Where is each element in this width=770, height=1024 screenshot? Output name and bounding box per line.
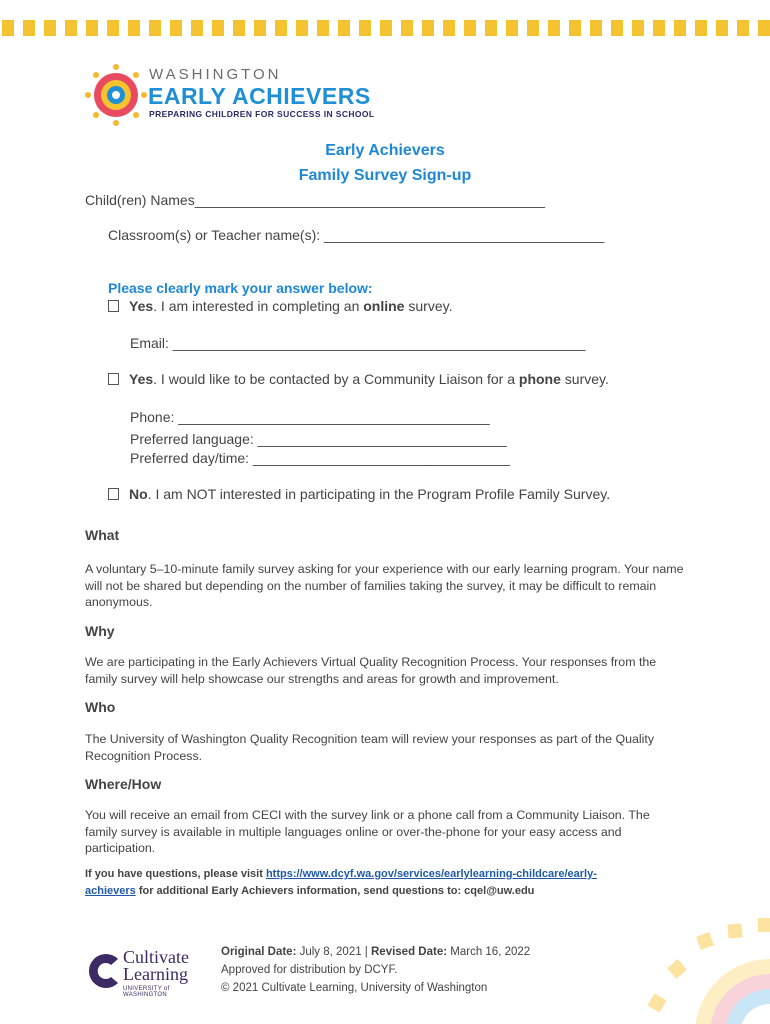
rev-label: Revised Date:	[371, 946, 448, 958]
logo-washington: WASHINGTON	[149, 66, 282, 83]
border-dash	[527, 20, 539, 36]
border-dash	[233, 20, 245, 36]
cultivate-learning-logo	[85, 947, 210, 997]
border-dash	[653, 20, 665, 36]
border-dash	[338, 20, 350, 36]
border-dash	[674, 20, 686, 36]
daytime-blank[interactable]: _________________________________	[252, 450, 510, 466]
border-dash	[86, 20, 98, 36]
online-pre: . I am interested in completing an	[153, 298, 364, 314]
border-dash	[506, 20, 518, 36]
instructions: Please clearly mark your answer below:	[108, 280, 373, 296]
language-blank[interactable]: ________________________________	[257, 431, 507, 447]
border-dash	[44, 20, 56, 36]
dcyf-link-continued[interactable]: achievers	[85, 885, 136, 897]
classroom-blank[interactable]: ____________________________________	[324, 227, 605, 243]
daytime-label: Preferred day/time:	[130, 450, 250, 466]
where-heading: Where/How	[85, 776, 162, 792]
border-dash	[716, 20, 728, 36]
email-blank[interactable]: _____________________________________________________	[172, 335, 586, 351]
classroom-label: Classroom(s) or Teacher name(s):	[108, 227, 321, 243]
page-subtitle: Family Survey Sign-up	[298, 167, 472, 184]
classroom-field	[108, 227, 604, 243]
online-key: online	[363, 298, 405, 314]
daytime-field	[130, 450, 510, 466]
language-label: Preferred language:	[130, 431, 254, 447]
contact-post: for additional Early Achievers information, send questions to: cqel@uw.edu	[135, 885, 535, 897]
early-achievers-logo	[85, 62, 385, 128]
border-dash	[359, 20, 371, 36]
where-paragraph: You will receive an email from CECI with the survey link or a phone call from a Community Liaison. The family survey is available in multiple languages online or over-the-phone for your easy access and participation.	[85, 808, 650, 855]
border-dash	[422, 20, 434, 36]
border-dash	[191, 20, 203, 36]
border-dash	[632, 20, 644, 36]
email-field	[130, 335, 585, 351]
why-heading: Why	[85, 623, 115, 639]
border-dash	[275, 20, 287, 36]
border-dash	[695, 20, 707, 36]
sun-icon	[85, 64, 147, 126]
option-phone	[108, 371, 609, 387]
rev-val: March 16, 2022	[447, 946, 531, 958]
what-heading: What	[85, 527, 120, 543]
border-dash	[737, 20, 749, 36]
phone-post: survey.	[560, 371, 609, 387]
border-dash	[443, 20, 455, 36]
border-dash	[2, 20, 14, 36]
border-dash	[65, 20, 77, 36]
dcyf-link[interactable]: https://www.dcyf.wa.gov/services/earlylearning-childcare/early-	[265, 868, 597, 880]
children-names-field	[85, 192, 545, 208]
cultivate-c-icon	[85, 951, 125, 991]
border-dash	[254, 20, 266, 36]
email-label: Email:	[130, 335, 169, 351]
phone-label: Phone:	[130, 409, 175, 425]
border-dash	[128, 20, 140, 36]
online-yes: Yes	[129, 298, 154, 314]
phone-blank[interactable]: ________________________________________	[178, 409, 490, 425]
border-dash	[107, 20, 119, 36]
border-dash	[590, 20, 602, 36]
children-names-label: Child(ren) Names	[85, 192, 195, 208]
option-online	[108, 298, 452, 314]
option-no	[108, 486, 610, 502]
why-paragraph: We are participating in the Early Achievers Virtual Quality Recognition Process. Your responses from the family survey will help showcase our strengths and areas for growth and improvement.	[85, 655, 657, 686]
border-dash	[569, 20, 581, 36]
contact-info	[85, 866, 685, 900]
who-paragraph: The University of Washington Quality Recognition team will review your responses as part of the Quality Recognition Process.	[85, 732, 655, 763]
border-dash	[317, 20, 329, 36]
border-dash	[401, 20, 413, 36]
phone-key: phone	[518, 371, 561, 387]
footer-copyright: © 2021 Cultivate Learning, University of Washington	[221, 982, 488, 994]
children-names-blank[interactable]: _____________________________________________	[194, 192, 546, 208]
phone-checkbox[interactable]	[108, 373, 119, 385]
no-text: . I am NOT interested in participating in the Program Profile Family Survey.	[147, 486, 611, 502]
cl-line3: UNIVERSITY of WASHINGTON	[123, 986, 170, 998]
orig-val: July 8, 2021 |	[296, 946, 371, 958]
border-dash	[212, 20, 224, 36]
border-dash	[170, 20, 182, 36]
footer-dates	[221, 943, 530, 961]
border-dash	[548, 20, 560, 36]
logo-tagline: PREPARING CHILDREN FOR SUCCESS IN SCHOOL	[149, 109, 375, 119]
border-dash	[296, 20, 308, 36]
orig-label: Original Date:	[221, 946, 297, 958]
border-dash	[149, 20, 161, 36]
no-label: No	[129, 486, 148, 502]
what-paragraph: A voluntary 5–10-minute family survey asking for your experience with our early learning program. Your name will not be shared but depending on the number of families taking the survey, it may be difficult to remain anonymous.	[85, 562, 684, 609]
contact-pre: If you have questions, please visit	[85, 868, 266, 880]
corner-rainbow-decoration	[620, 904, 770, 1024]
top-dashed-border	[0, 0, 770, 48]
phone-pre: . I would like to be contacted by a Community Liaison for a	[153, 371, 519, 387]
border-dash	[464, 20, 476, 36]
phone-yes: Yes	[129, 371, 154, 387]
logo-early-achievers: EARLY ACHIEVERS	[148, 83, 371, 109]
footer-approved: Approved for distribution by DCYF.	[221, 964, 398, 976]
border-dash	[485, 20, 497, 36]
phone-field	[130, 409, 490, 425]
online-checkbox[interactable]	[108, 300, 119, 312]
who-heading: Who	[85, 699, 116, 715]
online-post: survey.	[404, 298, 453, 314]
border-dash	[611, 20, 623, 36]
cl-line1: Cultivate	[123, 947, 189, 967]
footer-text	[221, 943, 530, 997]
language-field	[130, 431, 507, 447]
border-dash	[758, 20, 770, 36]
no-checkbox[interactable]	[108, 488, 119, 500]
page-title: Early Achievers	[325, 142, 445, 159]
border-dash	[380, 20, 392, 36]
border-dash	[23, 20, 35, 36]
cl-line2: Learning	[123, 964, 188, 984]
